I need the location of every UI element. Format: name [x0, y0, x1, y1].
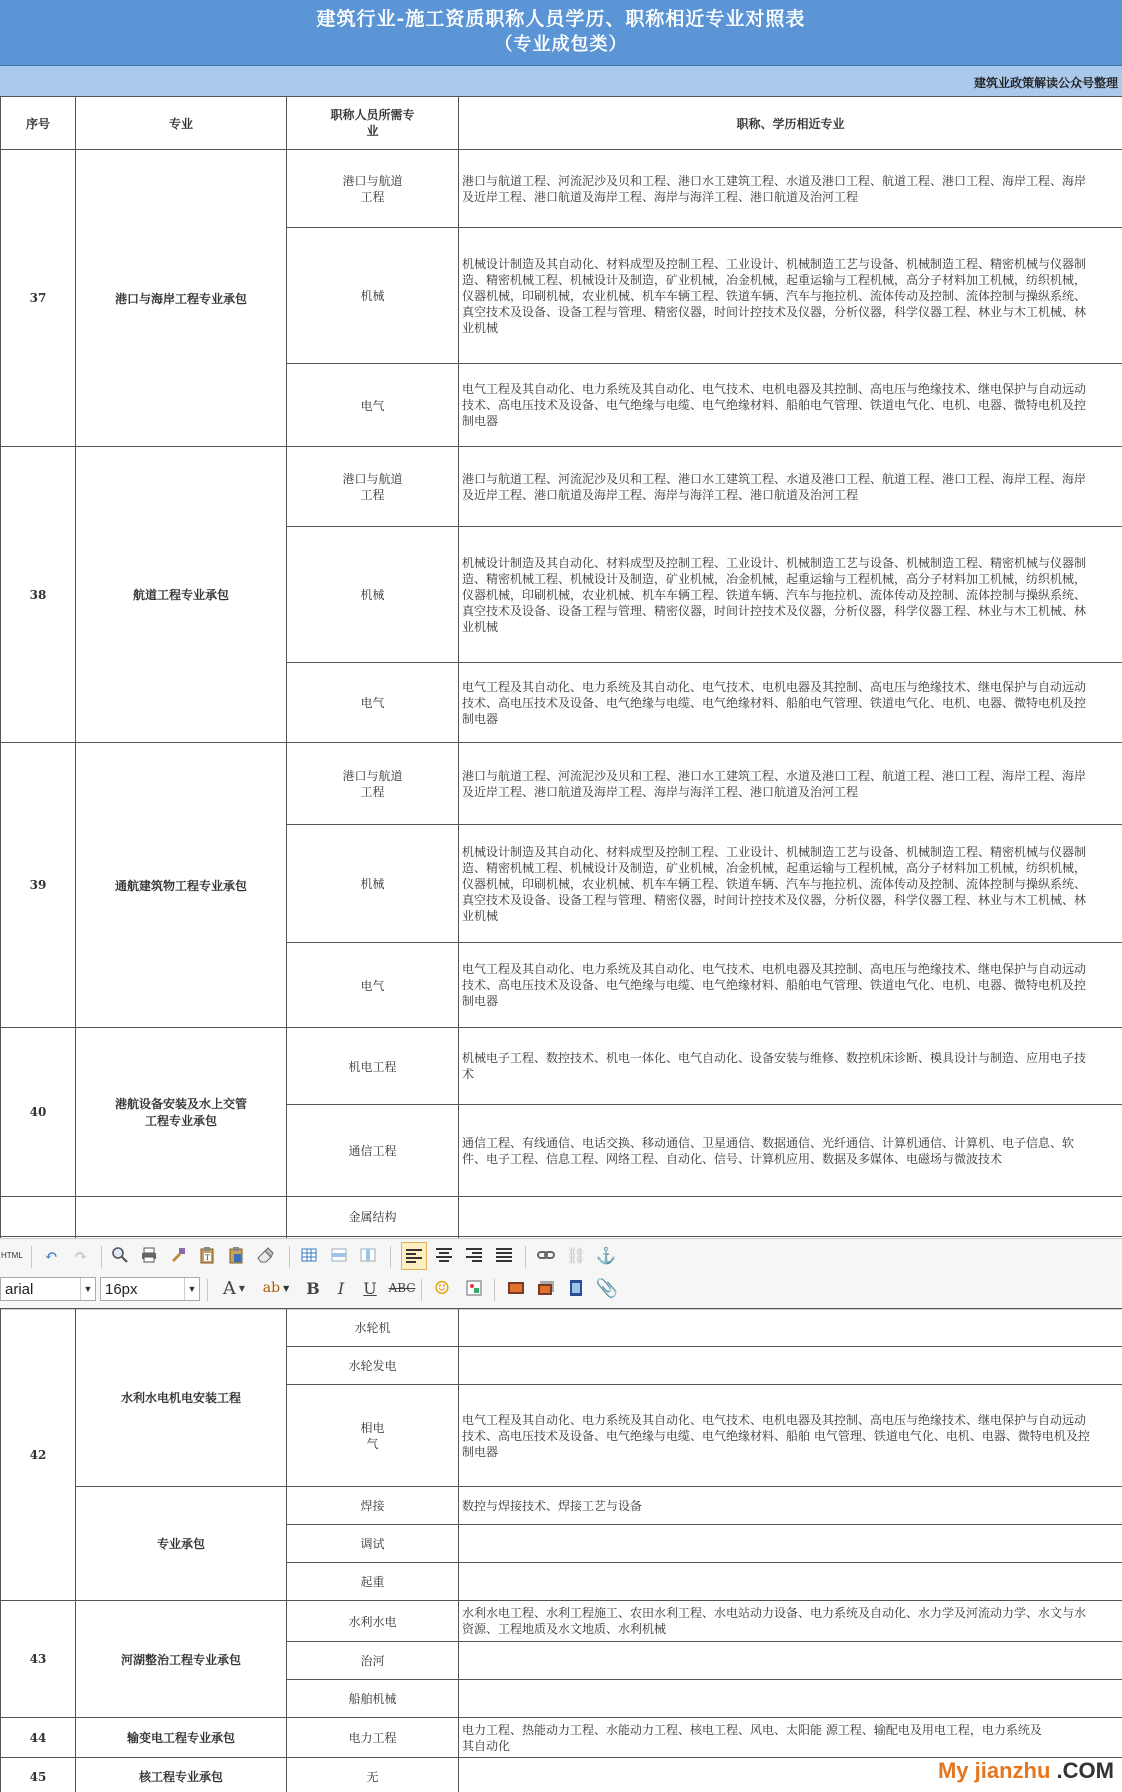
row-related-majors: 电气工程及其自动化、电力系统及其自动化、电气技术、电机电器及其控制、高电压与绝缘技术、继电保护与自动远动技术、高电压技术及设备、电气绝缘与电缆、电气绝缘材料、船舶电气管理、铁道电气化、电机、电器、微特电机及控制电器 — [459, 663, 1122, 743]
row-related-majors — [459, 1680, 1122, 1718]
row-required-major: 水利水电 — [287, 1601, 459, 1642]
toolbar-row-2 — [0, 1275, 1122, 1305]
print-icon[interactable] — [137, 1242, 161, 1268]
row-required-major: 电气 — [287, 943, 459, 1028]
row-seq: 42 — [1, 1309, 76, 1601]
align-center-icon[interactable] — [432, 1242, 456, 1268]
row-required-major: 机械 — [287, 825, 459, 943]
row-major: 港口与海岸工程专业承包 — [76, 150, 287, 447]
row-related-majors: 电气工程及其自动化、电力系统及其自动化、电气技术、电机电器及其控制、高电压与绝缘技术、继电保护与自动远动技术、高电压技术及设备、电气绝缘与电缆、电气绝缘材料、船舶 电气管理、铁道电气化、电机、电器、微特电机及控制电器 — [459, 1385, 1122, 1487]
strikethrough-icon[interactable]: ABC — [388, 1281, 416, 1295]
row-required-major: 相电气 — [287, 1385, 459, 1487]
table-row — [1, 1718, 1122, 1758]
site-watermark — [938, 1758, 1114, 1784]
row-seq: 39 — [1, 743, 76, 1028]
font-family-value: arial — [5, 1281, 34, 1298]
row-related-majors: 机械设计制造及其自动化、材料成型及控制工程、工业设计、机械制造工艺与设备、机械制造工程、精密机械与仪器制造、精密机械工程、机械设计及制造，矿业机械，冶金机械，起重运输与工程机械，高分子材料加工机械，纺织机械，仪器机械，印刷机械，农业机械、机车车辆工程、铁道车辆、汽车与拖拉机、流体传动及控制、流体控制与操纵系统、真空技术及设备、设备工程与管理、精密仪器，时间计控技术及仪器，分析仪器，科学仪器工程、林业与木工机械、林业机械 — [459, 527, 1122, 663]
comparison-table-top — [0, 96, 1122, 1297]
justify-icon[interactable] — [492, 1242, 516, 1268]
row-required-major: 港口与航道工程 — [287, 743, 459, 825]
row-related-majors: 机械设计制造及其自动化、材料成型及控制工程、工业设计、机械制造工艺与设备、机械制造工程、精密机械与仪器制造、精密机械工程、机械设计及制造，矿业机械，冶金机械，起重运输与工程机械，高分子材料加工机械，纺织机械，仪器机械，印刷机械，农业机械、机车车辆工程、铁道车辆、汽车与拖拉机、流体传动及控制、流体控制与操纵系统、真空技术及设备、设备工程与管理、精密仪器，时间计控技术及仪器，分析仪器，科学仪器工程、林业与木工机械、林业机械 — [459, 228, 1122, 364]
row-seq: 40 — [1, 1028, 76, 1197]
redo-icon[interactable]: ↷ — [74, 1245, 88, 1265]
undo-icon[interactable]: ↶ — [44, 1245, 58, 1265]
title-bar — [0, 0, 1122, 66]
row-required-major: 水轮发电 — [287, 1347, 459, 1385]
image-icon[interactable] — [504, 1275, 528, 1301]
row-required-major: 调试 — [287, 1525, 459, 1563]
row-related-majors — [459, 1563, 1122, 1601]
emoticon-icon[interactable]: ☺ — [433, 1277, 451, 1299]
row-required-major: 机械 — [287, 527, 459, 663]
link-icon[interactable] — [534, 1242, 558, 1268]
unlink-icon[interactable]: ⛓ — [565, 1245, 587, 1265]
row-required-major: 起重 — [287, 1563, 459, 1601]
header-seq: 序号 — [1, 97, 76, 150]
row-required-major: 治河 — [287, 1642, 459, 1680]
row-related-majors: 电气工程及其自动化、电力系统及其自动化、电气技术、电机电器及其控制、高电压与绝缘技术、继电保护与自动远动技术、高电压技术及设备、电气绝缘与电缆、电气绝缘材料、船舶电气管理、铁道电气化、电机、电器、微特电机及控制电器 — [459, 943, 1122, 1028]
table-row — [1, 1028, 1122, 1105]
insert-row-icon[interactable] — [327, 1242, 351, 1268]
row-related-majors: 港口与航道工程、河流泥沙及贝和工程、港口水工建筑工程、水道及港口工程、航道工程、港口工程、海岸工程、海岸及近岸工程、港口航道及海岸工程、海岸与海洋工程、港口航道及治河工程 — [459, 447, 1122, 527]
html-source-button[interactable]: HTML — [1, 1251, 23, 1260]
toolbar-separator — [207, 1279, 208, 1301]
row-related-majors: 港口与航道工程、河流泥沙及贝和工程、港口水工建筑工程、水道及港口工程、航道工程、港口工程、海岸工程、海岸及近岸工程、港口航道及海岸工程、海岸与海洋工程、港口航道及治河工程 — [459, 743, 1122, 825]
paste-word-icon[interactable] — [224, 1242, 248, 1268]
special-char-icon[interactable] — [462, 1275, 486, 1301]
source-note: 建筑业政策解读公众号整理 — [973, 76, 1118, 90]
row-related-majors — [459, 1197, 1122, 1237]
toolbar-separator — [494, 1279, 495, 1301]
row-required-major: 焊接 — [287, 1487, 459, 1525]
anchor-icon[interactable]: ⚓ — [596, 1245, 616, 1265]
row-seq: 43 — [1, 1601, 76, 1718]
page-title: 建筑行业-施工资质职称人员学历、职称相近专业对照表 — [316, 8, 806, 30]
header-major: 专业 — [76, 97, 287, 150]
row-major: 输变电工程专业承包 — [76, 1718, 287, 1758]
toolbar-separator — [421, 1279, 422, 1301]
row-required-major: 机械 — [287, 228, 459, 364]
eraser-icon[interactable] — [253, 1242, 277, 1268]
row-required-major: 船舶机械 — [287, 1680, 459, 1718]
attachment-icon[interactable]: 📎 — [595, 1277, 619, 1299]
italic-icon[interactable]: I — [337, 1278, 345, 1298]
row-related-majors: 电力工程、热能动力工程、水能动力工程、核电工程、风电、太阳能 源工程、输配电及用电工程，电力系统及其自动化 — [459, 1718, 1122, 1758]
row-related-majors — [459, 1525, 1122, 1563]
chevron-down-icon: ▼ — [80, 1278, 95, 1300]
row-required-major: 港口与航道工程 — [287, 150, 459, 228]
multi-image-icon[interactable] — [534, 1275, 558, 1301]
chevron-down-icon: ▼ — [184, 1278, 199, 1300]
table-row — [1, 1487, 1122, 1525]
row-seq: 44 — [1, 1718, 76, 1758]
row-major: 河湖整治工程专业承包 — [76, 1601, 287, 1718]
format-painter-icon[interactable] — [166, 1242, 190, 1268]
row-required-major: 电气 — [287, 663, 459, 743]
watermark-brand: My jianzhu — [937, 1758, 1051, 1783]
row-required-major: 水轮机 — [287, 1309, 459, 1347]
row-required-major: 机电工程 — [287, 1028, 459, 1105]
row-major: 港航设备安装及水上交管工程专业承包 — [76, 1028, 287, 1197]
row-related-majors — [459, 1642, 1122, 1680]
comparison-table-bottom — [0, 1308, 1122, 1792]
header-related-majors: 职称、学历相近专业 — [459, 97, 1122, 150]
font-color-icon[interactable]: A ▼ — [222, 1277, 246, 1299]
highlight-color-icon[interactable]: ab ▼ — [262, 1280, 290, 1296]
table-row — [1, 743, 1122, 825]
bold-icon[interactable]: B — [306, 1278, 320, 1298]
toolbar-separator — [525, 1246, 526, 1268]
row-major: 水利水电机电安装工程 — [76, 1309, 287, 1487]
header-required-major: 职称人员所需专业 — [287, 97, 459, 150]
watermark-domain: .COM — [1050, 1758, 1114, 1783]
row-related-majors: 机械设计制造及其自动化、材料成型及控制工程、工业设计、机械制造工艺与设备、机械制造工程、精密机械与仪器制造、精密机械工程、机械设计及制造，矿业机械，冶金机械，起重运输与工程机械，高分子材料加工机械，纺织机械，仪器机械，印刷机械，农业机械、机车车辆工程、铁道车辆、汽车与拖拉机、流体传动及控制、流体控制与操纵系统、真空技术及设备、设备工程与管理、精密仪器，时间计控技术及仪器，分析仪器，科学仪器工程、林业与木工机械、林业机械 — [459, 825, 1122, 943]
page-subtitle: （专业成包类） — [494, 34, 628, 55]
row-related-majors — [459, 1347, 1122, 1385]
table-row — [1, 1601, 1122, 1642]
toolbar-separator — [390, 1246, 391, 1268]
row-required-major: 电力工程 — [287, 1718, 459, 1758]
font-family-select[interactable] — [0, 1277, 96, 1301]
table-icon[interactable] — [297, 1242, 321, 1268]
row-seq — [1, 1197, 76, 1237]
row-required-major: 电气 — [287, 364, 459, 447]
row-major: 通航建筑物工程专业承包 — [76, 743, 287, 1028]
row-major — [76, 1197, 287, 1237]
editor-toolbar — [0, 1238, 1122, 1310]
row-related-majors: 通信工程、有线通信、电话交换、移动通信、卫星通信、数据通信、光纤通信、计算机通信、计算机、电子信息、软件、电子工程、信息工程、网络工程、自动化、信号、计算机应用、数据及多媒体、电磁场与微波技术 — [459, 1105, 1122, 1197]
font-size-value: 16px — [105, 1281, 138, 1298]
row-required-major: 通信工程 — [287, 1105, 459, 1197]
media-icon[interactable] — [564, 1275, 588, 1301]
table-row — [1, 1309, 1122, 1347]
row-major-secondary: 专业承包 — [76, 1487, 287, 1601]
font-size-select[interactable] — [100, 1277, 200, 1301]
row-related-majors: 水利水电工程、水利工程施工、农田水利工程、水电站动力设备、电力系统及自动化、水力学及河流动力学、水文与水资源、工程地质及水文地质、水利机械 — [459, 1601, 1122, 1642]
table-row — [1, 447, 1122, 527]
svg-text:T: T — [205, 1254, 210, 1262]
row-required-major: 金属结构 — [287, 1197, 459, 1237]
source-bar — [0, 66, 1122, 97]
insert-column-icon[interactable] — [356, 1242, 380, 1268]
preview-icon[interactable] — [108, 1242, 132, 1268]
row-seq: 38 — [1, 447, 76, 743]
table-row — [1, 150, 1122, 228]
toolbar-separator — [101, 1246, 102, 1268]
table-row — [1, 1197, 1122, 1237]
row-related-majors: 机械电子工程、数控技术、机电一体化、电气自动化、设备安装与维修、数控机床诊断、模具设计与制造、应用电子技术 — [459, 1028, 1122, 1105]
paste-text-icon[interactable] — [195, 1242, 219, 1268]
row-seq: 45 — [1, 1758, 76, 1792]
toolbar-separator — [31, 1246, 32, 1268]
underline-icon[interactable]: U — [363, 1278, 377, 1298]
toolbar-separator — [289, 1246, 290, 1268]
row-related-majors: 电气工程及其自动化、电力系统及其自动化、电气技术、电机电器及其控制、高电压与绝缘技术、继电保护与自动远动技术、高电压技术及设备、电气绝缘与电缆、电气绝缘材料、船舶电气管理、铁道电气化、电机、电器、微特电机及控制电器 — [459, 364, 1122, 447]
align-right-icon[interactable] — [462, 1242, 486, 1268]
row-related-majors — [459, 1309, 1122, 1347]
row-major: 核工程专业承包 — [76, 1758, 287, 1792]
row-major: 航道工程专业承包 — [76, 447, 287, 743]
toolbar-row-1 — [0, 1242, 1122, 1272]
row-related-majors: 数控与焊接技术、焊接工艺与设备 — [459, 1487, 1122, 1525]
row-related-majors: 港口与航道工程、河流泥沙及贝和工程、港口水工建筑工程、水道及港口工程、航道工程、港口工程、海岸工程、海岸及近岸工程、港口航道及海岸工程、海岸与海洋工程、港口航道及治河工程 — [459, 150, 1122, 228]
table-header-row — [1, 97, 1122, 150]
row-seq: 37 — [1, 150, 76, 447]
align-left-icon[interactable] — [401, 1242, 427, 1270]
row-required-major: 无 — [287, 1758, 459, 1792]
row-required-major: 港口与航道工程 — [287, 447, 459, 527]
